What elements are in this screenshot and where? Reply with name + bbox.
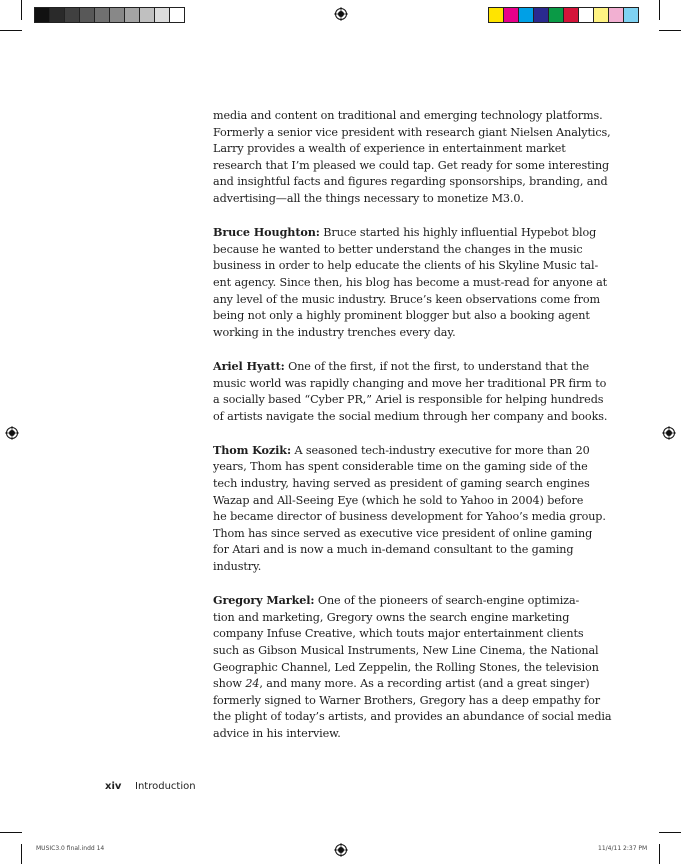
line-text: formerly signed to Warner Brothers, Gregory has a deep empathy for bbox=[213, 693, 600, 707]
text-line bbox=[213, 693, 600, 710]
contributor-name: Gregory Markel: bbox=[213, 593, 315, 608]
text-line bbox=[213, 125, 611, 142]
text-line bbox=[213, 459, 588, 476]
text-line bbox=[213, 476, 590, 493]
text-line bbox=[213, 726, 573, 743]
page-number: xiv bbox=[105, 781, 122, 792]
grayscale-swatch bbox=[94, 7, 110, 23]
text-line bbox=[213, 526, 593, 543]
contributor-name: Bruce Houghton: bbox=[213, 225, 320, 240]
color-swatch bbox=[623, 7, 639, 23]
text-line bbox=[213, 660, 599, 677]
slug-filename: MUSIC3.0 final.indd 14 bbox=[36, 845, 105, 852]
paragraph-gregory bbox=[213, 592, 612, 742]
line-text: One of the first, if not the first, to understand that the bbox=[284, 359, 590, 373]
text-line bbox=[213, 392, 604, 409]
color-swatch bbox=[533, 7, 549, 23]
line-text: business in order to help educate the clients of his Skyline Music tal- bbox=[213, 259, 599, 273]
grayscale-swatch bbox=[109, 7, 125, 23]
line-text: media and content on traditional and emerging technology platforms. bbox=[213, 109, 603, 122]
text-line bbox=[213, 141, 573, 158]
line-text: for Atari and is now a much in-demand consultant to the gaming bbox=[213, 543, 574, 557]
grayscale-swatch bbox=[124, 7, 140, 23]
text-line bbox=[213, 442, 590, 460]
text-line bbox=[213, 643, 599, 660]
text-line bbox=[213, 592, 580, 610]
text-line bbox=[213, 325, 573, 342]
grayscale-swatch bbox=[49, 7, 65, 23]
line-text: advice in his interview. bbox=[213, 726, 341, 740]
grayscale-swatch bbox=[34, 7, 50, 23]
line-text: Larry provides a wealth of experience in entertainment market bbox=[213, 142, 566, 156]
line-text: working in the industry trenches every day. bbox=[213, 325, 456, 339]
color-swatch bbox=[488, 7, 504, 23]
line-text: of artists navigate the social medium through her company and books. bbox=[213, 409, 608, 423]
text-line bbox=[213, 242, 583, 259]
color-swatch bbox=[548, 7, 564, 23]
registration-mark-icon bbox=[334, 7, 348, 21]
paragraph-bruce bbox=[213, 224, 608, 341]
contributor-name: Thom Kozik: bbox=[213, 442, 291, 457]
line-text: advertising—all the things necessary to monetize M3.0. bbox=[213, 191, 524, 205]
grayscale-color-bar bbox=[34, 7, 184, 23]
text-line bbox=[213, 676, 590, 693]
text-line bbox=[213, 158, 610, 175]
line-text: Wazap and All-Seeing Eye (which he sold to Yahoo in 2004) before bbox=[213, 493, 584, 507]
line-text: he became director of business development for Yahoo’s media group. bbox=[213, 510, 606, 524]
line-text: research that I’m pleased we could tap. Get ready for some interesting bbox=[213, 158, 610, 172]
line-text: being not only a highly prominent blogger but also a booking agent bbox=[213, 309, 590, 323]
text-line bbox=[213, 308, 590, 325]
grayscale-swatch bbox=[139, 7, 155, 23]
text-line bbox=[213, 224, 597, 242]
line-text: because he wanted to better understand the changes in the music bbox=[213, 242, 583, 256]
text-line bbox=[213, 559, 573, 576]
text-line bbox=[213, 292, 600, 309]
paragraph-ariel bbox=[213, 358, 608, 425]
line-text: company Infuse Creative, which touts major entertainment clients bbox=[213, 627, 584, 641]
line-text: tech industry, having served as president of gaming search engines bbox=[213, 477, 590, 491]
grayscale-swatch bbox=[64, 7, 80, 23]
text-line bbox=[213, 258, 599, 275]
text-line bbox=[213, 626, 584, 643]
line-text: ent agency. Since then, his blog has become a must-read for anyone at bbox=[213, 275, 608, 289]
body-text bbox=[213, 108, 612, 759]
registration-mark-icon bbox=[334, 843, 348, 857]
line-text: any level of the music industry. Bruce’s keen observations come from bbox=[213, 292, 600, 306]
color-swatch bbox=[593, 7, 609, 23]
line-text: years, Thom has spent considerable time on the gaming side of the bbox=[213, 460, 588, 474]
line-text: tion and marketing, Gregory owns the search engine marketing bbox=[213, 610, 570, 624]
text-line bbox=[213, 108, 603, 125]
contributor-name: Ariel Hyatt: bbox=[213, 358, 285, 373]
text-line bbox=[213, 542, 573, 559]
text-line bbox=[213, 509, 606, 526]
color-swatch bbox=[608, 7, 624, 23]
line-text: and insightful facts and figures regarding sponsorships, branding, and bbox=[213, 175, 608, 189]
text-line bbox=[213, 493, 584, 510]
text-line bbox=[213, 409, 608, 426]
text-line bbox=[213, 709, 612, 726]
color-swatch bbox=[578, 7, 594, 23]
line-text: music world was rapidly changing and move her traditional PR firm to bbox=[213, 376, 607, 390]
line-text: show 24, and many more. As a recording artist (and a great singer) bbox=[213, 677, 590, 691]
registration-mark-icon bbox=[5, 426, 19, 440]
line-text: such as Gibson Musical Instruments, New Line Cinema, the National bbox=[213, 644, 599, 657]
color-swatch bbox=[503, 7, 519, 23]
line-text: Formerly a senior vice president with research giant Nielsen Analytics, bbox=[213, 125, 611, 139]
line-text: industry. bbox=[213, 560, 262, 574]
line-text: the plight of today’s artists, and provides an abundance of social media bbox=[213, 710, 612, 724]
registration-mark-icon bbox=[662, 426, 676, 440]
line-text: Bruce started his highly influential Hypebot blog bbox=[319, 226, 597, 240]
slug-timestamp: 11/4/11 2:37 PM bbox=[598, 845, 648, 852]
running-footer-section: Introduction bbox=[135, 781, 196, 792]
paragraph-intro bbox=[213, 108, 611, 208]
text-line bbox=[213, 174, 608, 191]
text-line bbox=[213, 610, 573, 627]
text-line bbox=[213, 358, 590, 376]
grayscale-swatch bbox=[79, 7, 95, 23]
text-line bbox=[213, 191, 573, 208]
grayscale-swatch bbox=[154, 7, 170, 23]
text-line bbox=[213, 275, 608, 292]
color-swatch bbox=[518, 7, 534, 23]
line-text: One of the pioneers of search-engine optimiza- bbox=[314, 594, 580, 608]
grayscale-swatch bbox=[169, 7, 185, 23]
color-swatch bbox=[563, 7, 579, 23]
line-text: Thom has since served as executive vice president of online gaming bbox=[213, 526, 593, 540]
paragraph-thom bbox=[213, 442, 606, 576]
text-line bbox=[213, 376, 607, 393]
line-text: Geographic Channel, Led Zeppelin, the Rolling Stones, the television bbox=[213, 660, 599, 674]
line-text: a socially based “Cyber PR,” Ariel is responsible for helping hundreds bbox=[213, 393, 604, 407]
process-color-bar bbox=[488, 7, 638, 23]
line-text: A seasoned tech-industry executive for more than 20 bbox=[290, 443, 590, 457]
